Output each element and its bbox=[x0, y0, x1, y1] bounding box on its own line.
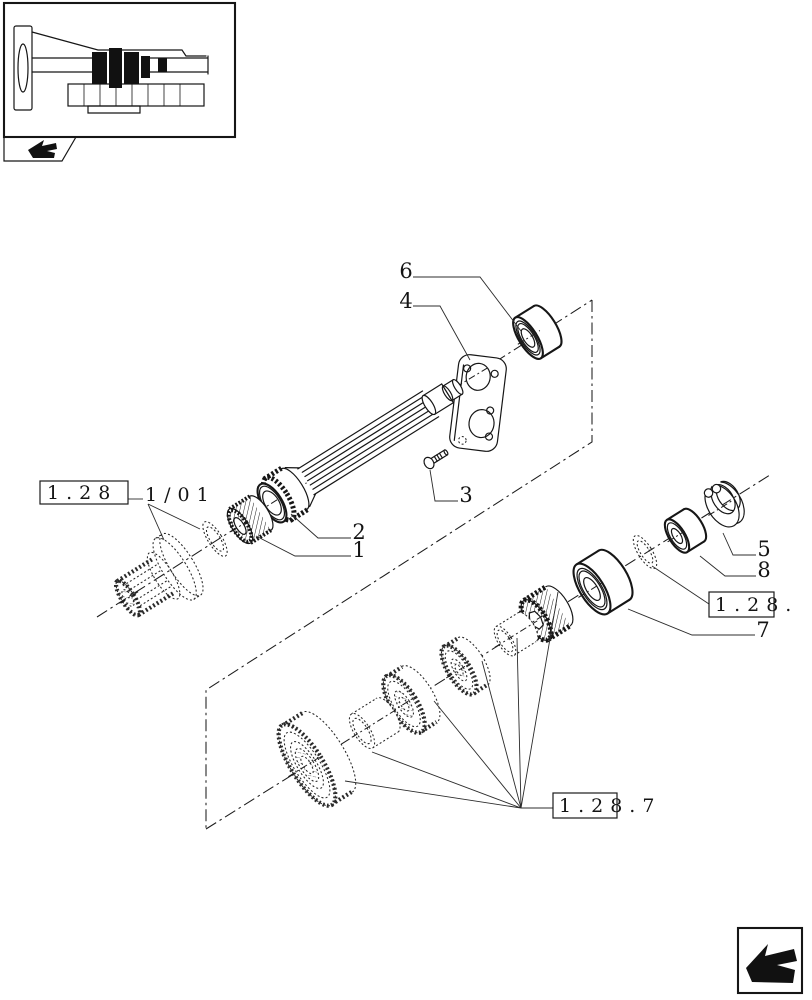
ref-section-number-bottom[interactable]: 1.28.7 bbox=[559, 795, 662, 817]
callout-4[interactable] bbox=[399, 289, 470, 360]
ref-box-1-28-1-01[interactable] bbox=[40, 481, 216, 540]
ghost-shim-ring-2 bbox=[629, 532, 661, 572]
callout-4-label[interactable]: 4 bbox=[399, 289, 413, 313]
callout-2-label[interactable]: 2 bbox=[352, 520, 366, 544]
ref-variant-number[interactable]: 1/01 bbox=[145, 484, 216, 506]
callout-8-label[interactable]: 8 bbox=[757, 558, 771, 582]
flange-plate bbox=[448, 353, 507, 452]
callout-1-label[interactable]: 1 bbox=[352, 538, 366, 562]
ghost-input-shaft bbox=[100, 528, 210, 634]
callout-6[interactable] bbox=[399, 259, 521, 331]
callout-8[interactable] bbox=[700, 556, 771, 582]
callout-5[interactable] bbox=[723, 533, 771, 561]
bolt bbox=[422, 447, 450, 471]
ghost-shim-ring bbox=[198, 518, 231, 559]
callout-5-label[interactable]: 5 bbox=[757, 537, 771, 561]
gear-small-ghost bbox=[431, 632, 496, 702]
construction-lines bbox=[97, 300, 770, 829]
callout-3[interactable] bbox=[430, 470, 473, 507]
ref-box-1-28-right[interactable] bbox=[652, 566, 798, 617]
callout-6-label[interactable]: 6 bbox=[399, 259, 413, 283]
bearing-8 bbox=[658, 505, 711, 558]
bearing-6 bbox=[505, 301, 567, 364]
ref-section-number-right[interactable]: 1.28. bbox=[715, 594, 799, 616]
thumbnail-box[interactable] bbox=[4, 3, 235, 161]
main-shaft bbox=[245, 364, 473, 533]
callout-3-label[interactable]: 3 bbox=[459, 483, 473, 507]
footer-nav[interactable] bbox=[738, 928, 802, 993]
bearing-7 bbox=[563, 544, 640, 622]
callout-7-label[interactable]: 7 bbox=[756, 618, 770, 642]
snap-ring bbox=[696, 476, 752, 534]
back-arrow-icon[interactable] bbox=[28, 140, 57, 158]
assembly-plane bbox=[206, 300, 592, 829]
ref-section-number[interactable]: 1.28 bbox=[47, 482, 118, 504]
callout-1[interactable] bbox=[256, 536, 366, 562]
